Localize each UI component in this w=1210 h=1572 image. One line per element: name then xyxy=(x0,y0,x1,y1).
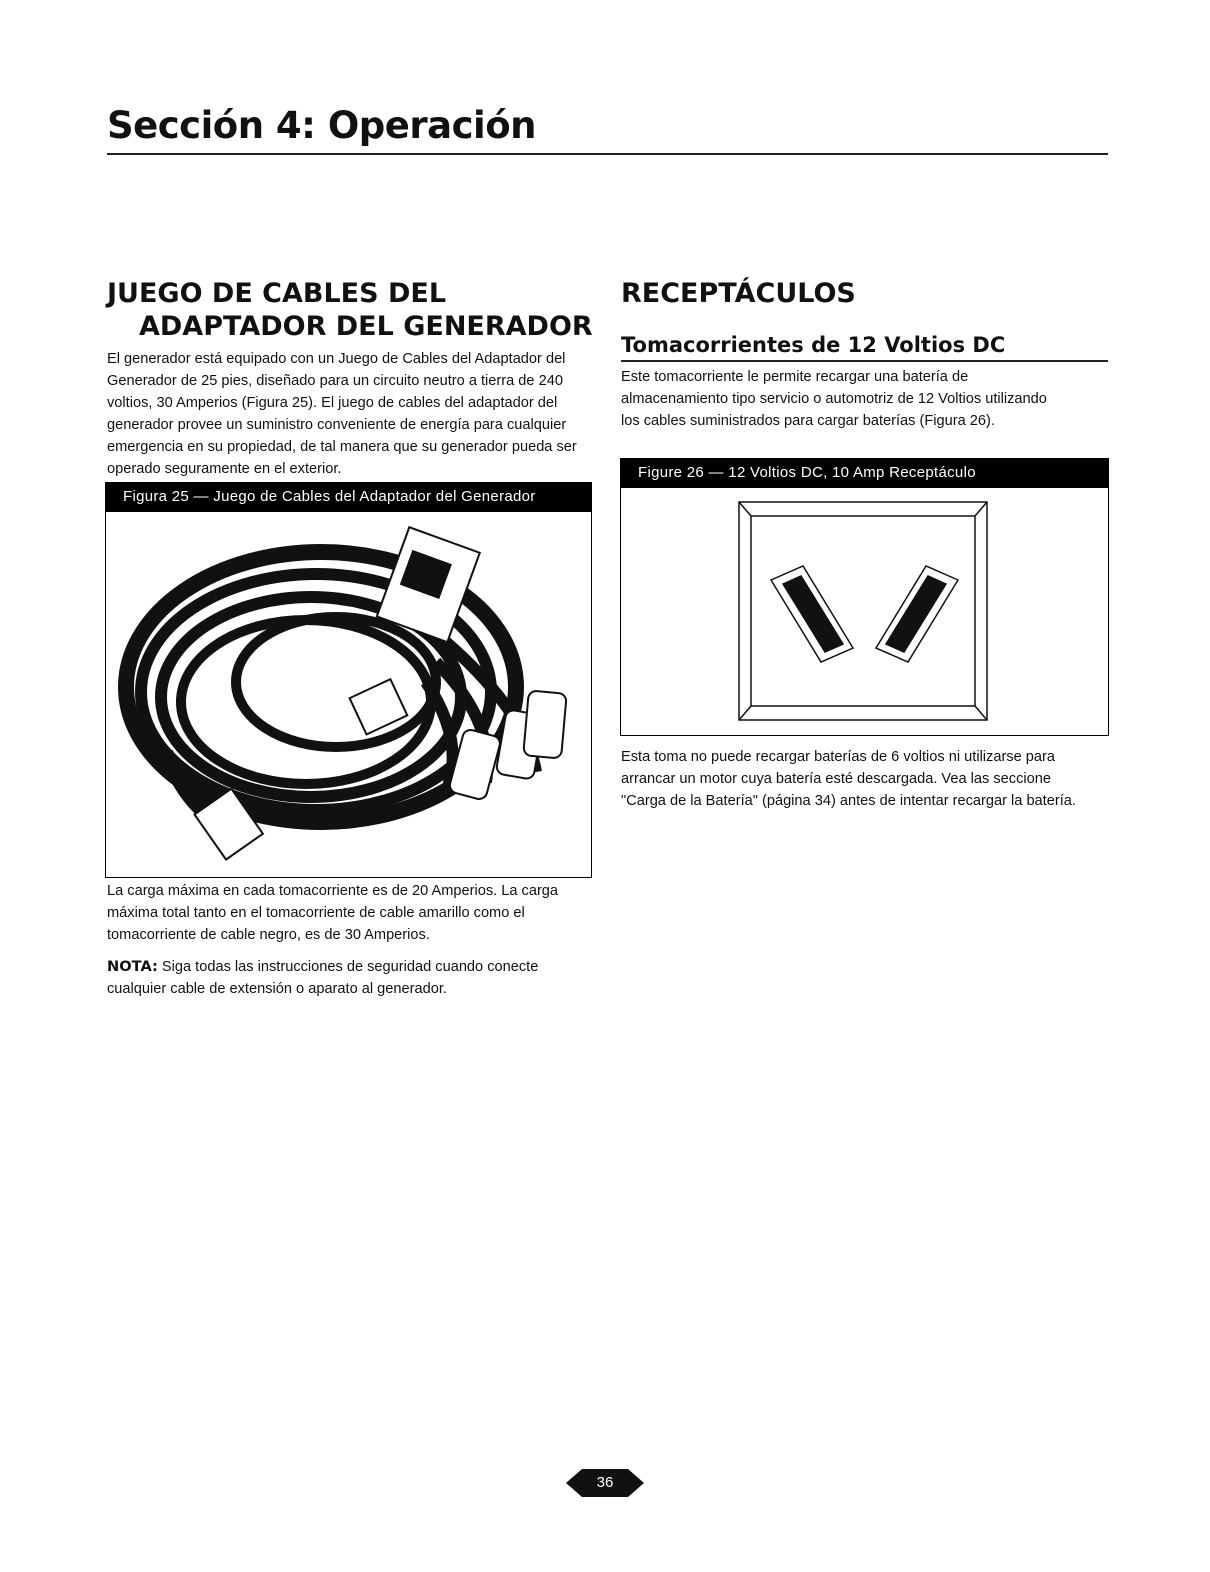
cable-kit-heading xyxy=(107,277,593,343)
cable-coil-illustration xyxy=(106,512,591,876)
note-label: NOTA: xyxy=(107,958,158,975)
figure-25-caption: Figura 25 — Juego de Cables del Adaptador del Generador xyxy=(105,482,592,512)
note-paragraph xyxy=(107,956,591,1000)
dc-outlet-intro: Este tomacorriente le permite recargar una batería de almacenamiento tipo servicio o automotriz de 12 Voltios utilizando los cables suministrados para cargar baterías (Figura 26). xyxy=(621,369,1047,429)
page-number-badge xyxy=(566,1463,644,1503)
dc-outlet-subheading: Tomacorrientes de 12 Voltios DC xyxy=(621,330,1108,362)
figure-25-frame xyxy=(105,512,592,878)
cable-kit-heading-line1: JUEGO DE CABLES DEL xyxy=(107,278,447,309)
cable-kit-heading-line2: ADAPTADOR DEL GENERADOR xyxy=(139,311,593,342)
receptacles-heading: RECEPTÁCULOS xyxy=(621,278,856,309)
dc-outlet-warning: Esta toma no puede recargar baterías de 6 voltios ni utilizarse para arrancar un motor cuya batería esté descargada. Vea las seccione "Carga de la Batería" (página 34) antes de intentar recargar la batería. xyxy=(621,749,1076,809)
max-load-text: La carga máxima en cada tomacorriente es de 20 Amperios. La carga máxima total tanto en el tomacorriente de cable amarillo como el tomacorriente de cable negro, es de 30 Amperios. xyxy=(107,883,559,943)
note-text: Siga todas las instrucciones de seguridad cuando conecte cualquier cable de extensión o aparato al generador. xyxy=(107,959,539,997)
figure-26-frame xyxy=(620,488,1109,736)
cable-kit-intro: El generador está equipado con un Juego de Cables del Adaptador del Generador de 25 pies, diseñado para un circuito neutro a tierra de 240 voltios, 30 Amperios (Figura 25). El juego de cables del adaptador del generador provee un suministro conveniente de energía para cualquier emergencia en su propiedad, de tal manera que su generador pueda ser operado seguramente en el exterior. xyxy=(107,351,577,477)
dc-receptacle-illustration xyxy=(621,488,1108,734)
page-title: Sección 4: Operación xyxy=(107,104,536,147)
title-rule xyxy=(107,153,1108,155)
page-number: 36 xyxy=(596,1474,614,1491)
figure-26-caption: Figure 26 — 12 Voltios DC, 10 Amp Receptáculo xyxy=(620,458,1109,488)
